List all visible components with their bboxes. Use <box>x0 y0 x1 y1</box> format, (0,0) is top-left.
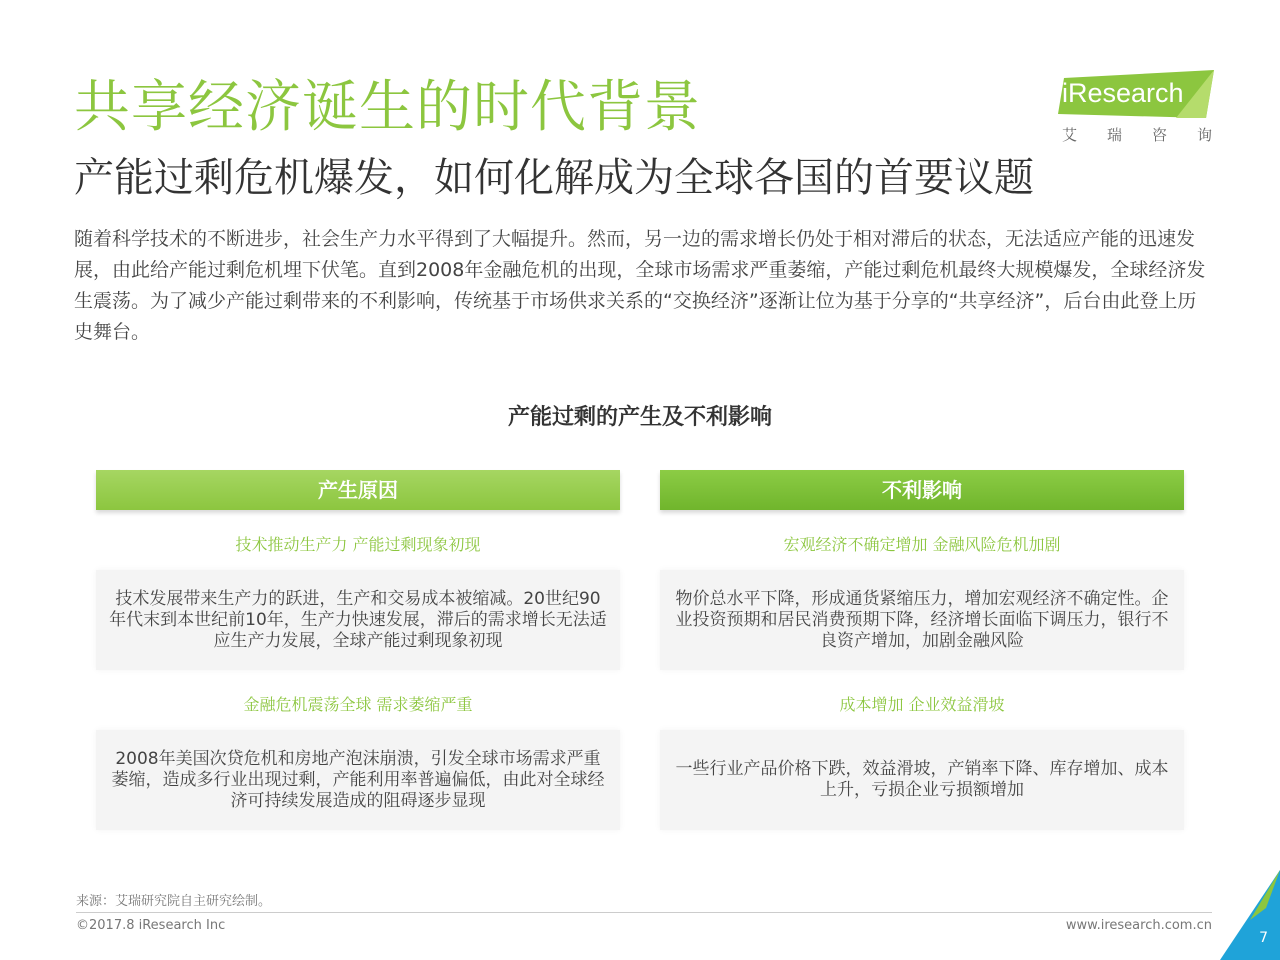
cause-title: 技术推动生产力 产能过剩现象初现 <box>235 535 481 554</box>
logo-char: 询 <box>1196 126 1212 144</box>
page-subtitle: 产能过剩危机爆发，如何化解成为全球各国的首要议题 <box>74 155 1034 201</box>
diagram-title: 产能过剩的产生及不利影响 <box>507 405 772 430</box>
intro-paragraph: 随着科学技术的不断进步，社会生产力水平得到了大幅提升。然而，另一边的需求增长仍处于相对滞后的状态，无法适应产能的迅速发展，由此给产能过剩危机埋下伏笔。直到2008年金融危机的出现，全球市场需求严重萎缩，产能过剩危机最终大规模爆发，全球经济发生震荡。为了减少产能过剩带来的不利影响，传统基于市场供求关系的“交换经济”逐渐让位为基于分享的“共享经济”，后台由此登上历史舞台。 <box>74 228 1206 343</box>
logo-char: 艾 <box>1062 126 1078 144</box>
logo-char: 咨 <box>1151 126 1167 144</box>
logo-wordmark: iResearch <box>1062 78 1184 108</box>
copyright-text: ©2017.8 iResearch Inc <box>76 918 226 933</box>
impact-description <box>660 730 1184 830</box>
impact-title: 宏观经济不确定增加 金融风险危机加剧 <box>783 535 1061 554</box>
logo-char: 瑞 <box>1106 126 1122 144</box>
causes-header: 产生原因 <box>96 470 620 510</box>
cause-description-text: 2008年美国次贷危机和房地产泡沫崩溃，引发全球市场需求严重萎缩，造成多行业出现过剩，产能利用率普遍偏低，由此对全球经济可持续发展造成的阻碍逐步显现 <box>111 748 605 811</box>
website-link[interactable]: www.iresearch.com.cn <box>1065 918 1212 933</box>
impact-title: 成本增加 企业效益滑坡 <box>839 695 1005 714</box>
causes-column <box>96 470 620 830</box>
logo-chinese <box>1062 124 1212 145</box>
impact-description-text: 物价总水平下降，形成通货紧缩压力，增加宏观经济不确定性。企业投资预期和居民消费预期下降，经济增长面临下调压力，银行不良资产增加，加剧金融风险 <box>675 588 1169 651</box>
source-note: 来源：艾瑞研究院自主研究绘制。 <box>76 894 272 909</box>
cause-description-text: 技术发展带来生产力的跃进，生产和交易成本被缩减。20世纪90年代末到本世纪前10年，生产力快速发展，滞后的需求增长无法适应生产力发展，全球产能过剩现象初现 <box>109 588 607 651</box>
impact-description-text: 一些行业产品价格下跌，效益滑坡，产销率下降、库存增加、成本上升，亏损企业亏损额增加 <box>675 759 1169 800</box>
impact-description <box>660 570 1184 670</box>
page-number: 7 <box>1259 930 1268 946</box>
impacts-header: 不利影响 <box>660 470 1184 510</box>
corner-decoration-icon <box>1220 870 1280 960</box>
cause-description <box>96 570 620 670</box>
impacts-column <box>660 470 1184 830</box>
footer-divider <box>76 912 1212 913</box>
cause-title: 金融危机震荡全球 需求萎缩严重 <box>243 695 473 714</box>
iresearch-logo <box>1058 68 1218 148</box>
page-title: 共享经济诞生的时代背景 <box>74 75 701 140</box>
cause-description <box>96 730 620 830</box>
